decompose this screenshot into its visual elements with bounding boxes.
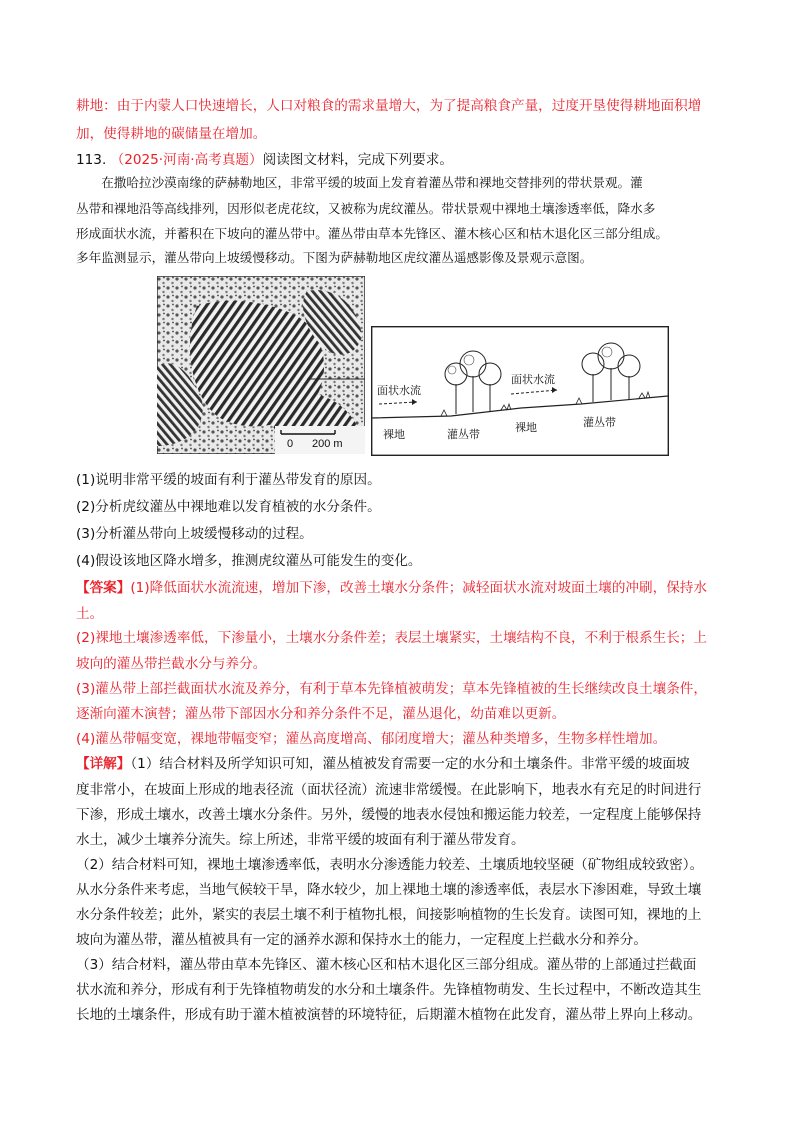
detail-line-7: 水分条件较差；此外，紧实的表层土壤不利于植物扎根，间接影响植物的生长发育。读图可知，裸地的上 <box>76 907 702 923</box>
question-item-1: (1)说明非常平缓的坡面有利于灌丛带发育的原因。 <box>76 472 381 488</box>
detail-line-3: 下渗，形成土壤水，改善土壤水分条件。另外，缓慢的地表水侵蚀和搬运能力较差，一定程度上能够保持 <box>76 807 702 823</box>
bare-label-1: 裸地 <box>383 428 405 441</box>
material-line-3: 形成面状水流，并蓄积在下坡向的灌丛带中。灌丛带由草本先锋区、灌木核心区和枯木退化区三部分组成。 <box>76 226 668 241</box>
satellite-image <box>157 276 365 454</box>
detail-line-10: 状水流和养分，形成有利于先锋植物萌发的水分和土壤条件。先锋植物萌发、生长过程中，不断改造其生 <box>76 982 702 998</box>
detail-line-4: 水土，减少土壤养分流失。综上所述，非常平缓的坡面有利于灌丛带发育。 <box>76 832 525 848</box>
shrub-label-1: 灌丛带 <box>447 428 480 441</box>
answer-line-1: 【答案】(1)降低面状水流流速，增加下渗，改善土壤水分条件；减轻面状水流对坡面土壤的冲刷，保持水 <box>76 580 707 596</box>
question-source: （2025·河南·高考真题） <box>110 152 263 168</box>
question-item-4: (4)假设该地区降水增多，推测虎纹灌丛可能发生的变化。 <box>76 553 422 569</box>
landscape-diagram <box>371 326 669 456</box>
material-line-2: 丛带和裸地沿等高线排列，因形似老虎花纹，又被称为虎纹灌丛。带状景观中裸地土壤渗透率低，降水多 <box>76 201 656 216</box>
detail-line-11: 长地的土壤条件，形成有助于灌木植被演替的环境特征，后期灌木植物在此发育，灌丛带上界向上移动。 <box>76 1007 702 1023</box>
shrub-label-2: 灌丛带 <box>583 416 616 429</box>
question-item-2: (2)分析虎纹灌丛中裸地难以发育植被的水分条件。 <box>76 499 381 515</box>
answer-line-7: (4)灌丛带幅变宽，裸地带幅变窄；灌丛高度增高、郁闭度增大；灌丛种类增多，生物多样性增加。 <box>76 731 667 747</box>
question-number: 113. <box>76 152 107 168</box>
figure <box>157 276 671 458</box>
prev-answer-line-2: 加，使得耕地的碳储量在增加。 <box>76 126 267 142</box>
detail-line-5: （2）结合材料可知，裸地土壤渗透率低，表明水分渗透能力较差、土壤质地较坚硬（矿物组成较致密）。 <box>76 857 704 873</box>
detail-line-9: （3）结合材料，灌丛带由草本先锋区、灌木核心区和枯木退化区三部分组成。灌丛带的上部通过拦截面 <box>76 957 697 973</box>
detail-line-6: 从水分条件来考虑，当地气候较干旱，降水较少，加上裸地土壤的渗透率低，表层水下渗困难，导致土壤 <box>76 882 702 898</box>
flow-label-2: 面状水流 <box>511 373 555 386</box>
question-instruction: 阅读图文材料，完成下列要求。 <box>262 152 453 168</box>
bare-label-2: 裸地 <box>515 421 537 434</box>
detail-line-1: 【详解】（1）结合材料及所学知识可知，灌丛植被发育需要一定的水分和土壤条件。非常平缓的坡面坡 <box>76 756 690 772</box>
detail-line-8: 坡向为灌丛带，灌丛植被具有一定的涵养水源和保持水土的能力，一定程度上拦截水分和养分。 <box>76 932 647 948</box>
answer-line-4: 坡向的灌丛带拦截水分与养分。 <box>76 656 267 672</box>
answer-line-3: (2)裸地土壤渗透率低，下渗量小，土壤水分条件差；表层土壤紧实，土壤结构不良，不利于根系生长；上 <box>76 630 707 646</box>
answer-line-6: 逐渐向灌木演替；灌丛带下部因水分和养分条件不足，灌丛退化，幼苗难以更新。 <box>76 706 566 722</box>
detail-line-2: 度非常小，在坡面上形成的地表径流（面状径流）流速非常缓慢。在此影响下，地表水有充足的时间进行 <box>76 782 702 798</box>
material-line-4: 多年监测显示，灌丛带向上坡缓慢移动。下图为萨赫勒地区虎纹灌丛遥感影像及景观示意图。 <box>76 250 593 265</box>
material-line-1: 在撒哈拉沙漠南缘的萨赫勒地区，非常平缓的坡面上发育着灌丛带和裸地交替排列的带状景观。灌 <box>101 175 643 190</box>
answer-line-5: (3)灌丛带上部拦截面状水流及养分，有利于草本先锋植被萌发；草本先锋植被的生长继续改良土壤条件， <box>76 681 707 697</box>
detail-tag: 【详解】 <box>76 756 131 772</box>
answer-line-2: 土。 <box>76 606 104 622</box>
scale-label: 200 m <box>312 438 343 450</box>
scale-zero: 0 <box>287 438 294 450</box>
flow-label-1: 面状水流 <box>377 384 421 397</box>
answer-tag: 【答案】 <box>76 580 131 596</box>
question-item-3: (3)分析灌丛带向上坡缓慢移动的过程。 <box>76 526 313 542</box>
prev-answer-line-1: 耕地：由于内蒙人口快速增长，人口对粮食的需求量增大，为了提高粮食产量，过度开垦使得耕地面积增 <box>76 98 702 114</box>
